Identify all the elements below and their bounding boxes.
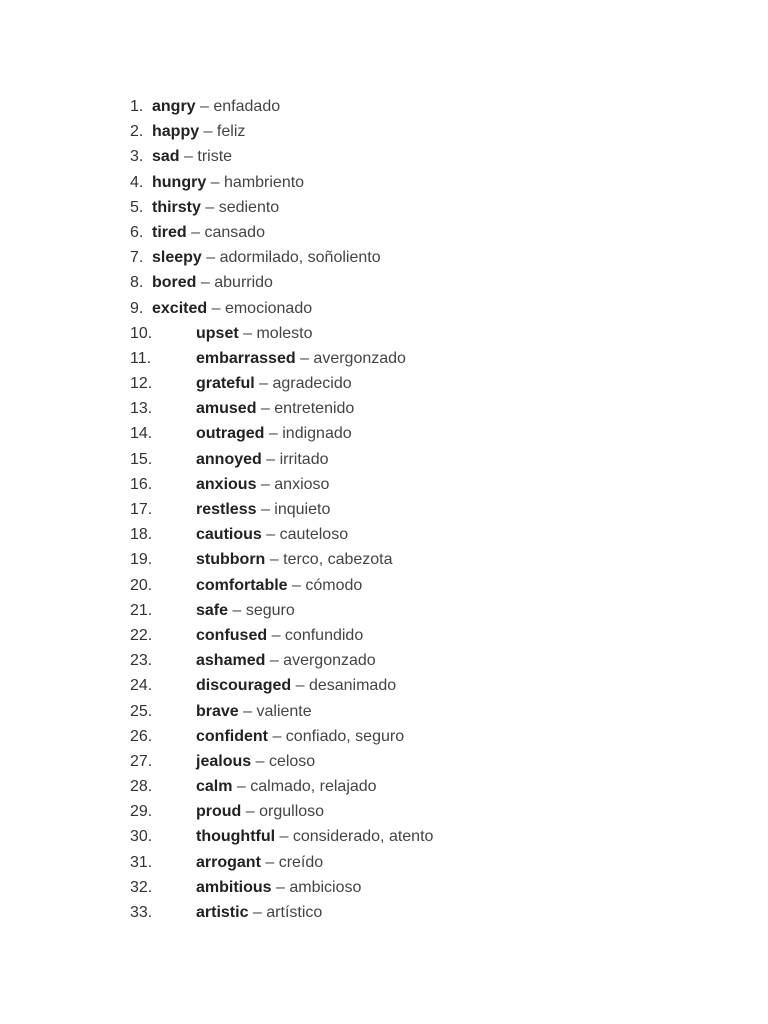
item-number: 8. <box>130 274 144 292</box>
list-item <box>130 245 433 270</box>
separator: – <box>267 626 285 644</box>
separator: – <box>256 475 275 493</box>
english-term: tired <box>152 223 187 241</box>
list-item <box>130 94 433 119</box>
separator: – <box>241 803 260 821</box>
item-number: 5. <box>130 198 144 216</box>
spanish-translation: avergonzado <box>313 349 406 367</box>
english-term: upset <box>196 324 239 342</box>
separator: – <box>265 652 284 670</box>
separator: – <box>179 148 198 166</box>
list-item <box>130 346 433 371</box>
list-item <box>130 119 433 144</box>
list-item <box>130 799 433 824</box>
item-number: 15. <box>130 450 153 468</box>
english-term: ambitious <box>196 878 272 896</box>
spanish-translation: ambicioso <box>289 878 362 896</box>
item-number: 19. <box>130 551 153 569</box>
english-term: embarrassed <box>196 349 296 367</box>
list-item <box>130 623 433 648</box>
english-term: stubborn <box>196 551 266 569</box>
separator: – <box>206 173 225 191</box>
item-number: 23. <box>130 652 153 670</box>
english-term: jealous <box>196 752 252 770</box>
english-term: artistic <box>196 904 249 921</box>
separator: – <box>201 249 220 267</box>
spanish-translation: confiado, seguro <box>285 727 405 745</box>
spanish-translation: entretenido <box>274 400 355 418</box>
spanish-translation: confundido <box>284 626 364 644</box>
list-item <box>130 673 433 698</box>
english-term: happy <box>152 123 200 141</box>
spanish-translation: molesto <box>256 324 313 342</box>
list-item <box>130 875 433 900</box>
english-term: sleepy <box>152 249 202 267</box>
list-item <box>130 547 433 572</box>
list-item <box>130 321 433 346</box>
item-number: 31. <box>130 853 153 871</box>
item-number: 26. <box>130 727 153 745</box>
spanish-translation: desanimado <box>308 677 397 695</box>
separator: – <box>271 878 290 896</box>
separator: – <box>199 123 217 141</box>
spanish-translation: artístico <box>266 904 323 921</box>
item-number: 4. <box>130 173 144 191</box>
list-item <box>130 472 433 497</box>
list-item <box>130 648 433 673</box>
item-number: 30. <box>130 828 153 846</box>
item-number: 27. <box>130 752 153 770</box>
item-number: 32. <box>130 878 153 896</box>
spanish-translation: agradecido <box>272 375 352 393</box>
list-item <box>130 824 433 849</box>
separator: – <box>238 324 257 342</box>
spanish-translation: indignado <box>282 425 352 443</box>
english-term: thoughtful <box>196 828 276 846</box>
list-item <box>130 573 433 598</box>
separator: – <box>256 501 275 518</box>
spanish-translation: aburrido <box>214 274 273 292</box>
english-term: confused <box>196 626 268 644</box>
spanish-translation: enfadado <box>213 98 281 115</box>
english-term: hungry <box>152 173 207 191</box>
list-item <box>130 195 433 220</box>
item-number: 14. <box>130 425 153 443</box>
item-number: 29. <box>130 803 153 821</box>
item-number: 17. <box>130 501 153 518</box>
spanish-translation: feliz <box>216 123 246 141</box>
list-item <box>130 421 433 446</box>
item-number: 11. <box>130 349 152 367</box>
english-term: calm <box>196 778 233 796</box>
item-number: 22. <box>130 626 153 644</box>
separator: – <box>196 274 215 292</box>
separator: – <box>207 299 225 317</box>
spanish-translation: orgulloso <box>259 803 325 821</box>
separator: – <box>287 576 306 594</box>
list-item <box>130 749 433 774</box>
list-item <box>130 497 433 522</box>
separator: – <box>291 677 309 695</box>
item-number: 6. <box>130 223 144 241</box>
list-item <box>130 396 433 421</box>
list-item <box>130 522 433 547</box>
spanish-translation: inquieto <box>274 501 331 518</box>
list-item <box>130 447 433 472</box>
separator: – <box>195 98 214 115</box>
spanish-translation: triste <box>197 148 233 166</box>
spanish-translation: adormilado, soñoliento <box>219 249 381 267</box>
english-term: comfortable <box>196 576 288 594</box>
separator: – <box>256 400 275 418</box>
list-item <box>130 724 433 749</box>
english-term: angry <box>152 98 196 115</box>
spanish-translation: cansado <box>204 223 265 241</box>
vocabulary-list <box>130 94 433 925</box>
english-term: annoyed <box>196 450 262 468</box>
english-term: discouraged <box>196 677 292 695</box>
item-number: 20. <box>130 576 153 594</box>
separator: – <box>200 198 219 216</box>
english-term: amused <box>196 400 257 418</box>
item-number: 9. <box>130 299 144 317</box>
spanish-translation: hambriento <box>224 173 305 191</box>
spanish-translation: irritado <box>279 450 329 468</box>
list-item <box>130 699 433 724</box>
separator: – <box>295 349 314 367</box>
spanish-translation: celoso <box>268 752 316 770</box>
english-term: proud <box>196 803 242 821</box>
spanish-translation: emocionado <box>224 299 313 317</box>
item-number: 21. <box>130 601 153 619</box>
list-item <box>130 774 433 799</box>
english-term: safe <box>196 601 229 619</box>
english-term: grateful <box>196 375 255 393</box>
separator: – <box>238 702 257 720</box>
spanish-translation: valiente <box>256 702 312 720</box>
spanish-translation: considerado, atento <box>292 828 434 846</box>
english-term: excited <box>152 299 208 317</box>
item-number: 10. <box>130 324 153 342</box>
english-term: confident <box>196 727 268 745</box>
separator: – <box>264 425 283 443</box>
separator: – <box>251 752 269 770</box>
separator: – <box>232 778 251 796</box>
item-number: 24. <box>130 677 153 695</box>
item-number: 25. <box>130 702 153 720</box>
english-term: arrogant <box>196 853 261 871</box>
item-number: 16. <box>130 475 153 493</box>
separator: – <box>268 727 286 745</box>
english-term: ashamed <box>196 652 266 670</box>
list-item <box>130 144 433 169</box>
separator: – <box>260 853 279 871</box>
english-term: outraged <box>196 425 265 443</box>
spanish-translation: cómodo <box>305 576 363 594</box>
spanish-translation: calmado, relajado <box>250 778 377 796</box>
item-number: 12. <box>130 375 153 393</box>
item-number: 28. <box>130 778 153 796</box>
spanish-translation: avergonzado <box>283 652 376 670</box>
spanish-translation: creído <box>278 853 324 871</box>
item-number: 33. <box>130 904 153 921</box>
list-item <box>130 220 433 245</box>
separator: – <box>261 526 280 544</box>
item-number: 3. <box>130 148 144 166</box>
spanish-translation: anxioso <box>274 475 330 493</box>
separator: – <box>248 904 267 921</box>
item-number: 13. <box>130 400 153 418</box>
english-term: anxious <box>196 475 257 493</box>
english-term: cautious <box>196 526 262 544</box>
item-number: 7. <box>130 249 144 267</box>
list-item <box>130 296 433 321</box>
english-term: thirsty <box>152 198 201 216</box>
separator: – <box>228 601 246 619</box>
list-item <box>130 850 433 875</box>
english-term: sad <box>152 148 180 166</box>
list-item <box>130 170 433 195</box>
separator: – <box>265 551 284 569</box>
english-term: bored <box>152 274 197 292</box>
spanish-translation: seguro <box>245 601 295 619</box>
item-number: 18. <box>130 526 153 544</box>
spanish-translation: sediento <box>218 198 280 216</box>
english-term: restless <box>196 501 257 518</box>
list-item <box>130 270 433 295</box>
english-term: brave <box>196 702 239 720</box>
separator: – <box>186 223 205 241</box>
list-item <box>130 598 433 623</box>
separator: – <box>254 375 273 393</box>
separator: – <box>275 828 293 846</box>
list-item <box>130 371 433 396</box>
spanish-translation: cauteloso <box>279 526 349 544</box>
spanish-translation: terco, cabezota <box>283 551 393 569</box>
separator: – <box>261 450 280 468</box>
list-item <box>130 900 433 925</box>
item-number: 2. <box>130 123 144 141</box>
item-number: 1. <box>130 98 144 115</box>
